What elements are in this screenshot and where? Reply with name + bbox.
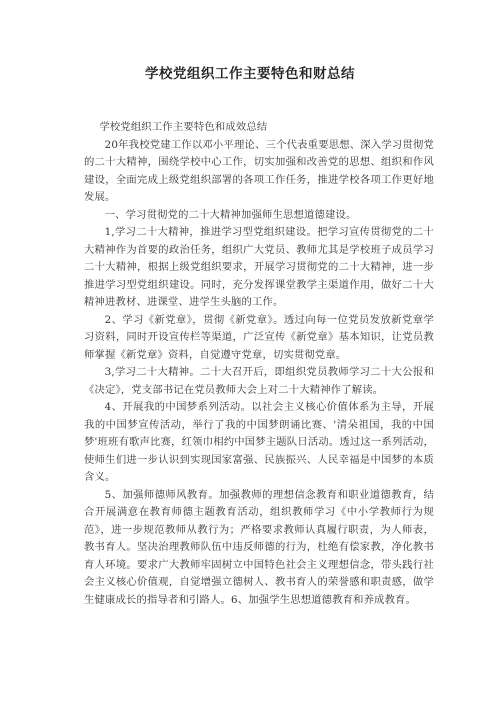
paragraph-section-heading: 一、学习贯彻党的二十大精神加强师生思想道德建设。 xyxy=(104,208,357,221)
document-body xyxy=(84,119,434,609)
paragraph-intro: 20年我校党建工作以邓小平理论、三个代表重要思想、深入学习贯彻党的二十大精神，围绕学校中心工作，切实加强和改善党的思想、组织和作风建设，全面完成上级党组织部署的各项工作任务，推进学校各项工作更好地发展。 xyxy=(84,138,434,203)
paragraph-item-2: 2、学习《新党章》，贯彻《新党章》。透过向每一位党员发放新党章学习资料，同时开设宣传栏等渠道，广泛宣传《新党章》基本知识，让党员教师掌握《新党章》资料，自觉遵守党章，切实贯彻党章。 xyxy=(84,313,434,361)
paragraph-item-4: 4、开展我的中国梦系列活动。以社会主义核心价值体系为主导，开展我的中国梦宣传活动，举行了我的中国梦朗诵比赛、'清朵祖国，我的中国梦'班班有歌声比赛，红领巾相约中国梦主题队日活动。透过这一系列活动，使师生们进一步认识到实现国家富强、民族振兴、人民幸福是中国梦的本质含义。 xyxy=(84,401,434,483)
paragraph-subtitle: 学校党组织工作主要特色和成效总结 xyxy=(99,121,268,133)
paragraph-item-1: 1,学习二十大精神，推进学习型党组织建设。把学习宣传贯彻党的二十大精神作为首要的政治任务，组织广大党员、教师尤其是学校班子成员学习二十大精神，根据上级党组织要求，开展学习贯彻党的二十大精神，进一步推进学习型党组织建设。同时，充分发挥课堂教学主渠道作用，做好二十大精神进教材、进课堂、进学生头脑的工作。 xyxy=(84,226,434,308)
paragraph-item-3: 3,学习二十大精神。二十大召开后，即组织党员教师学习二十大公报和《决定》，党支部书记在党员教师大会上对二十大精神作了解读。 xyxy=(84,366,434,396)
paragraph-item-5: 5、加强师德师风教育。加强教师的理想信念教育和职业道德教育，结合开展满意在教育师德主题教育活动，组织教师学习《中小学教师行为规范》，进一步规范教师从教行为；严格要求教师认真履行职责，为人师表，教书育人。坚决治理教师队伍中违反师德的行为，杜绝有偿家教，净化教书育人环境。要求广大教师牢固树立中国特色社会主义理想信念，带头践行社会主义核心价值观，自觉增强立德树人、教书育人的荣誉感和职责感，做学生健康成长的指导者和引路人。6、加强学生思想道德教育和养成教育。 xyxy=(84,488,434,606)
document-title: 学校党组织工作主要特色和财总结 xyxy=(145,66,355,82)
